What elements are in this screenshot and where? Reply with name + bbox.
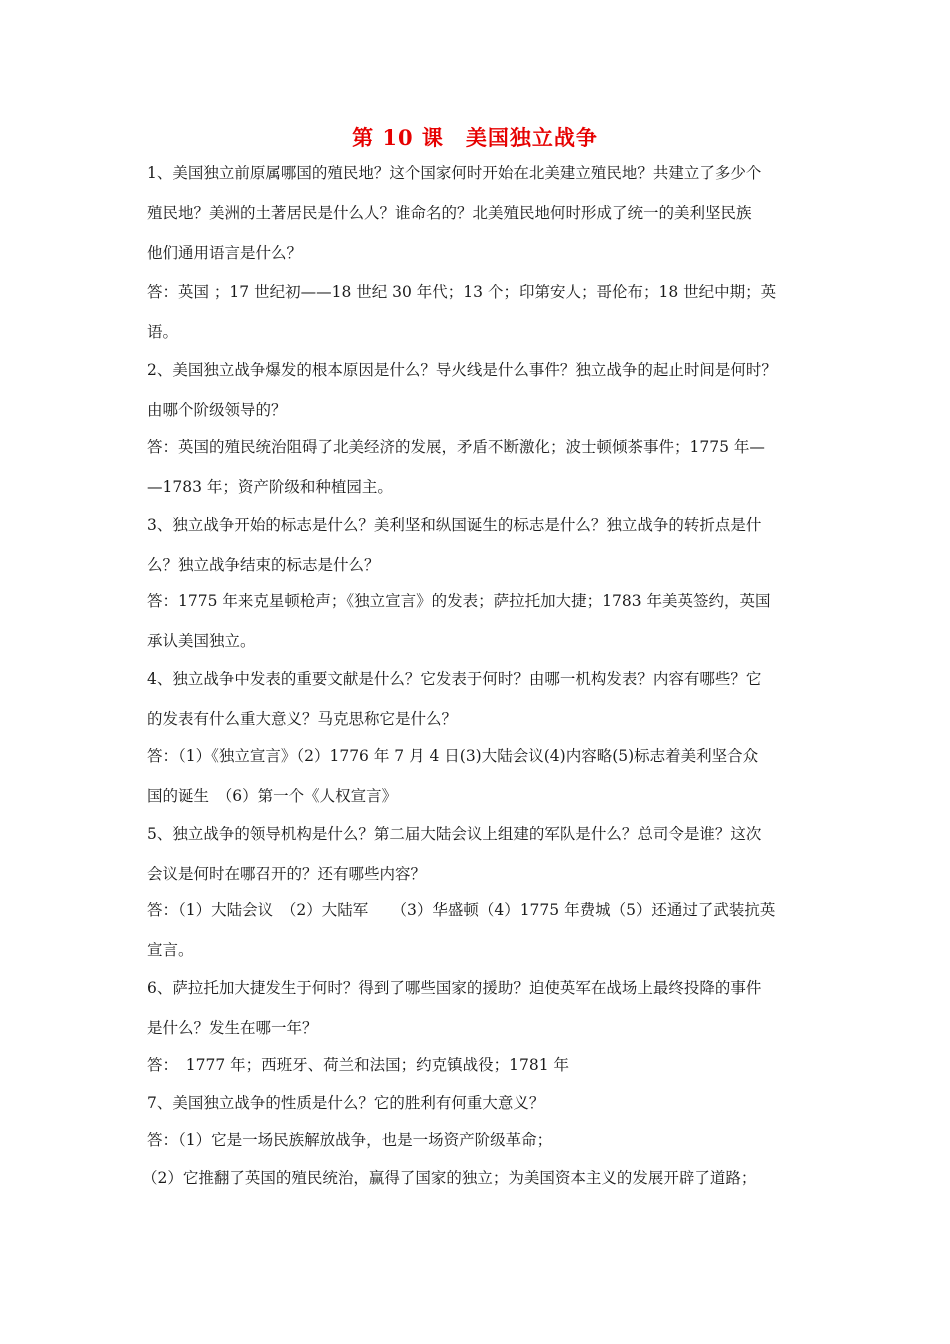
text-line: 会议是何时在哪召开的？还有哪些内容？ [147, 865, 427, 883]
answer-line: （2）它推翻了英国的殖民统治，赢得了国家的独立；为美国资本主义的发展开辟了道路； [142, 1169, 757, 1187]
answer-line: 语。 [147, 323, 179, 341]
text-line: 1、美国独立前原属哪国的殖民地？这个国家何时开始在北美建立殖民地？共建立了多少个 [147, 164, 762, 182]
text-line: 由哪个阶级领导的？ [147, 401, 287, 419]
answer-line: 国的诞生 （6）第一个《人权宣言》 [147, 787, 398, 805]
text-line: 4、独立战争中发表的重要文献是什么？它发表于何时？由哪一机构发表？内容有哪些？它 [147, 670, 762, 688]
answer-line: 宣言。 [147, 941, 194, 959]
text-line: 7、美国独立战争的性质是什么？它的胜利有何重大意义？ [147, 1094, 545, 1112]
text-line: 5、独立战争的领导机构是什么？第二届大陆会议上组建的军队是什么？总司令是谁？这次 [147, 825, 762, 843]
text-line: 6、萨拉托加大捷发生于何时？得到了哪些国家的援助？迫使英军在战场上最终投降的事件 [147, 979, 762, 997]
answer-line: 答：1775 年来克星顿枪声；《独立宣言》的发表；萨拉托加大捷；1783 年美英签约，英国 [147, 592, 771, 610]
text-line: 是什么？发生在哪一年？ [147, 1019, 318, 1037]
document-title: 第 10 课 美国独立战争 [352, 125, 598, 150]
answer-line: —1783 年；资产阶级和种植园主。 [147, 478, 393, 496]
answer-line: 答：（1）它是一场民族解放战争，也是一场资产阶级革命； [147, 1131, 553, 1149]
answer-line: 答：英国 ；17 世纪初——18 世纪 30 年代；13 个；印第安人；哥伦布；18 世纪中期；英 [147, 283, 777, 301]
answer-line: 答：英国的殖民统治阻碍了北美经济的发展，矛盾不断激化；波士顿倾茶事件；1775 年— [147, 438, 765, 456]
text-line: 的发表有什么重大意义？马克思称它是什么？ [147, 710, 458, 728]
text-line: 殖民地？美洲的土著居民是什么人？谁命名的？北美殖民地何时形成了统一的美利坚民族 [147, 204, 752, 222]
text-line: 么？独立战争结束的标志是什么？ [147, 556, 380, 574]
text-line: 3、独立战争开始的标志是什么？美利坚和纵国诞生的标志是什么？独立战争的转折点是什 [147, 516, 762, 534]
text-line: 他们通用语言是什么？ [147, 244, 303, 262]
answer-line: 答： 1777 年；西班牙、荷兰和法国；约克镇战役；1781 年 [147, 1056, 569, 1074]
answer-line: 答：（1）《独立宣言》（2）1776 年 7 月 4 日(3)大陆会议(4)内容略(5)标志着美利坚合众 [147, 747, 759, 765]
answer-line: 答：（1）大陆会议 （2）大陆军 （3）华盛顿（4）1775 年费城（5）还通过了武装抗英 [147, 901, 776, 919]
answer-line: 承认美国独立。 [147, 632, 256, 650]
text-line: 2、美国独立战争爆发的根本原因是什么？导火线是什么事件？独立战争的起止时间是何时？ [147, 361, 777, 379]
